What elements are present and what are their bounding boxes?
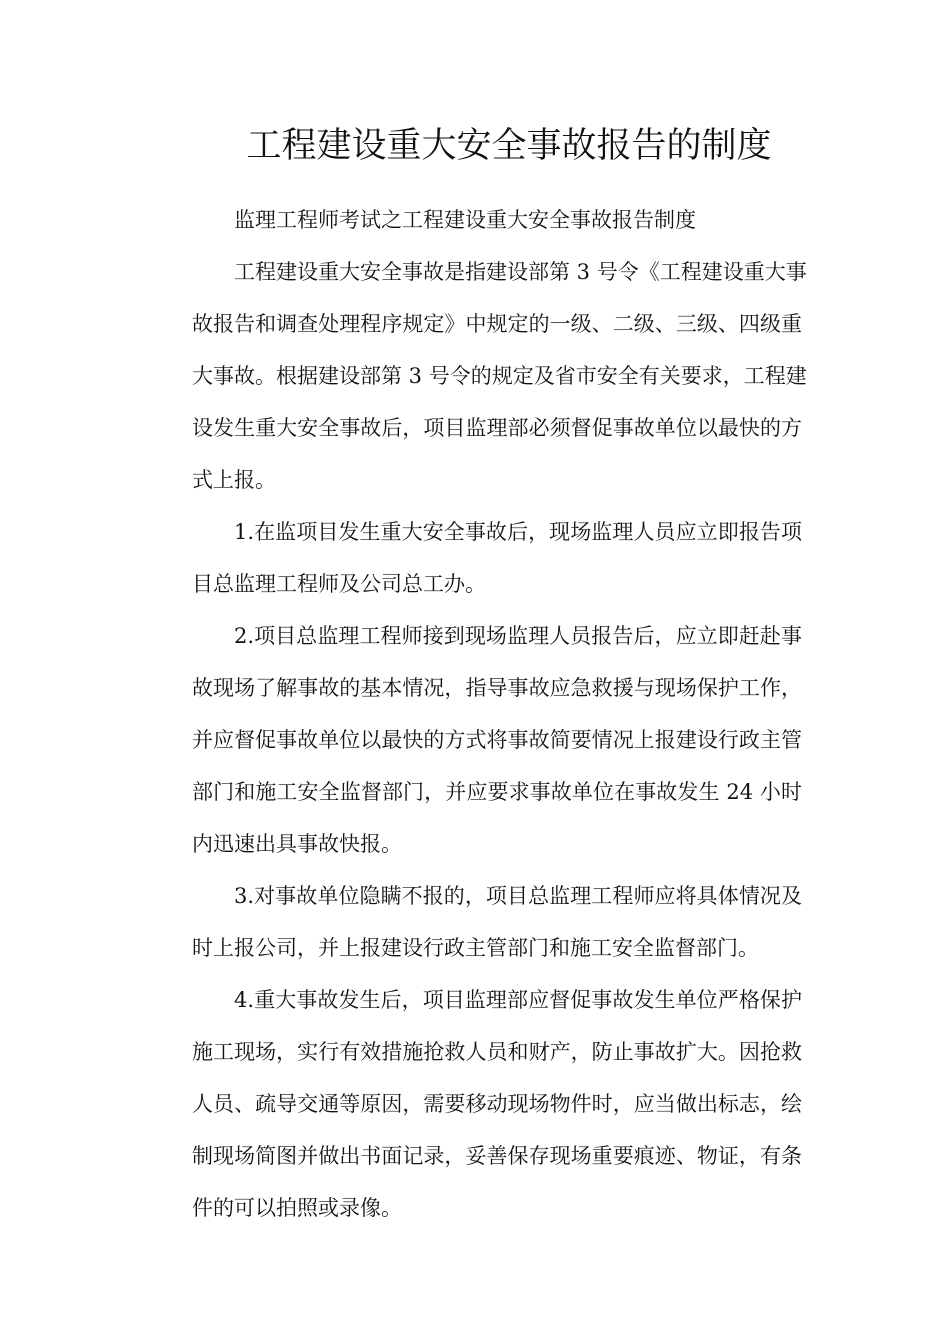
- paragraph-line: 1.在监项目发生重大安全事故后，现场监理人员应立即报告项: [234, 520, 802, 544]
- paragraph-line: 施工现场，实行有效措施抢救人员和财产，防止事故扩大。因抢救: [192, 1040, 802, 1064]
- paragraph-line: 3.对事故单位隐瞒不报的，项目总监理工程师应将具体情况及: [234, 884, 802, 908]
- paragraph-item-1: [150, 506, 802, 610]
- paragraph-item-3: [150, 870, 802, 974]
- paragraph-line: 2.项目总监理工程师接到现场监理人员报告后，应立即赶赴事: [234, 624, 802, 648]
- document-body: [150, 194, 807, 1234]
- paragraph-line: 制现场简图并做出书面记录，妥善保存现场重要痕迹、物证，有条: [192, 1144, 802, 1168]
- paragraph-line: 故现场了解事故的基本情况，指导事故应急救援与现场保护工作，: [192, 676, 802, 700]
- paragraph-line: 内迅速出具事故快报。: [192, 832, 402, 856]
- paragraph-intro: [150, 194, 802, 246]
- paragraph-line: 大事故。根据建设部第 3 号令的规定及省市安全有关要求，工程建: [192, 364, 807, 388]
- paragraph-line: 目总监理工程师及公司总工办。: [192, 572, 486, 596]
- paragraph-item-4: [150, 974, 802, 1234]
- paragraph-line: 工程建设重大安全事故是指建设部第 3 号令《工程建设重大事: [234, 260, 807, 284]
- paragraph-line: 设发生重大安全事故后，项目监理部必须督促事故单位以最快的方: [192, 416, 802, 440]
- paragraph-line: 故报告和调查处理程序规定》中规定的一级、二级、三级、四级重: [192, 312, 802, 336]
- paragraph-line: 时上报公司，并上报建设行政主管部门和施工安全监督部门。: [192, 936, 759, 960]
- paragraph-line: 部门和施工安全监督部门，并应要求事故单位在事故发生 24 小时: [192, 780, 802, 804]
- paragraph-line: 人员、疏导交通等原因，需要移动现场物件时，应当做出标志，绘: [192, 1092, 802, 1116]
- paragraph-line: 并应督促事故单位以最快的方式将事故简要情况上报建设行政主管: [192, 728, 802, 752]
- document-title: 工程建设重大安全事故报告的制度: [246, 126, 772, 166]
- paragraph-definition: [150, 246, 807, 506]
- paragraph-item-2: [150, 610, 802, 870]
- paragraph-line: 4.重大事故发生后，项目监理部应督促事故发生单位严格保护: [234, 988, 802, 1012]
- paragraph-line: 件的可以拍照或录像。: [192, 1196, 402, 1220]
- paragraph-line: 监理工程师考试之工程建设重大安全事故报告制度: [234, 208, 696, 232]
- paragraph-line: 式上报。: [192, 468, 276, 492]
